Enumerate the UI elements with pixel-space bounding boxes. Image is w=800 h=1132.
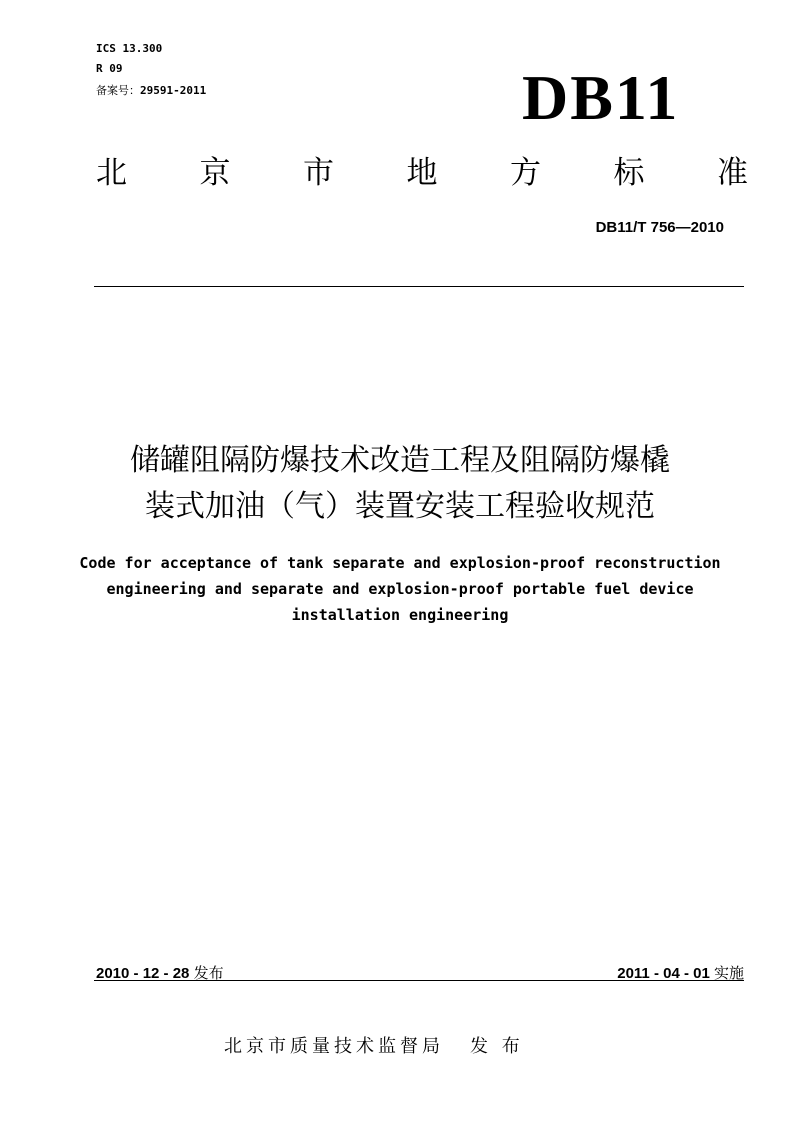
publisher-name: 北京市质量技术监督局	[224, 1036, 444, 1057]
standard-type-char: 地	[406, 155, 438, 191]
title-chinese-line: 储罐阻隔防爆技术改造工程及阻隔防爆橇	[130, 443, 670, 478]
implementation-date-value: 2011 - 04 - 01	[617, 965, 710, 982]
title-chinese-line: 装式加油（气）装置安装工程验收规范	[145, 489, 655, 524]
standard-type	[96, 155, 748, 191]
standard-type-char: 方	[510, 155, 541, 191]
title-english-line: engineering and separate and explosion-proof portable fuel device	[106, 580, 694, 598]
title-chinese	[60, 438, 740, 530]
title-english-line: Code for acceptance of tank separate and explosion-proof reconstruction	[79, 554, 721, 572]
standard-type-char: 市	[303, 155, 334, 191]
implementation-date-suffix: 实施	[713, 964, 744, 982]
filing-value: 29591-2011	[140, 84, 207, 97]
bottom-divider	[94, 980, 744, 981]
standard-number: DB11/T 756—2010	[595, 219, 724, 236]
publisher	[224, 1032, 524, 1058]
issue-date-suffix: 发布	[193, 964, 224, 982]
db-code-logo: DB11	[522, 62, 680, 133]
issue-date-value: 2010 - 12 - 28	[96, 965, 190, 982]
standard-type-char: 标	[613, 155, 645, 191]
top-divider	[94, 286, 744, 287]
title-english-line: installation engineering	[291, 606, 509, 624]
filing-label: 备案号：	[96, 84, 140, 97]
standard-type-char: 准	[717, 155, 748, 191]
standard-type-char: 京	[199, 155, 231, 191]
publisher-action: 发 布	[470, 1036, 524, 1057]
filing-number	[96, 82, 206, 98]
standard-type-char: 北	[96, 155, 127, 191]
title-english	[50, 550, 750, 628]
ccs-code: R 09	[96, 62, 123, 75]
ics-code: ICS 13.300	[96, 42, 163, 55]
